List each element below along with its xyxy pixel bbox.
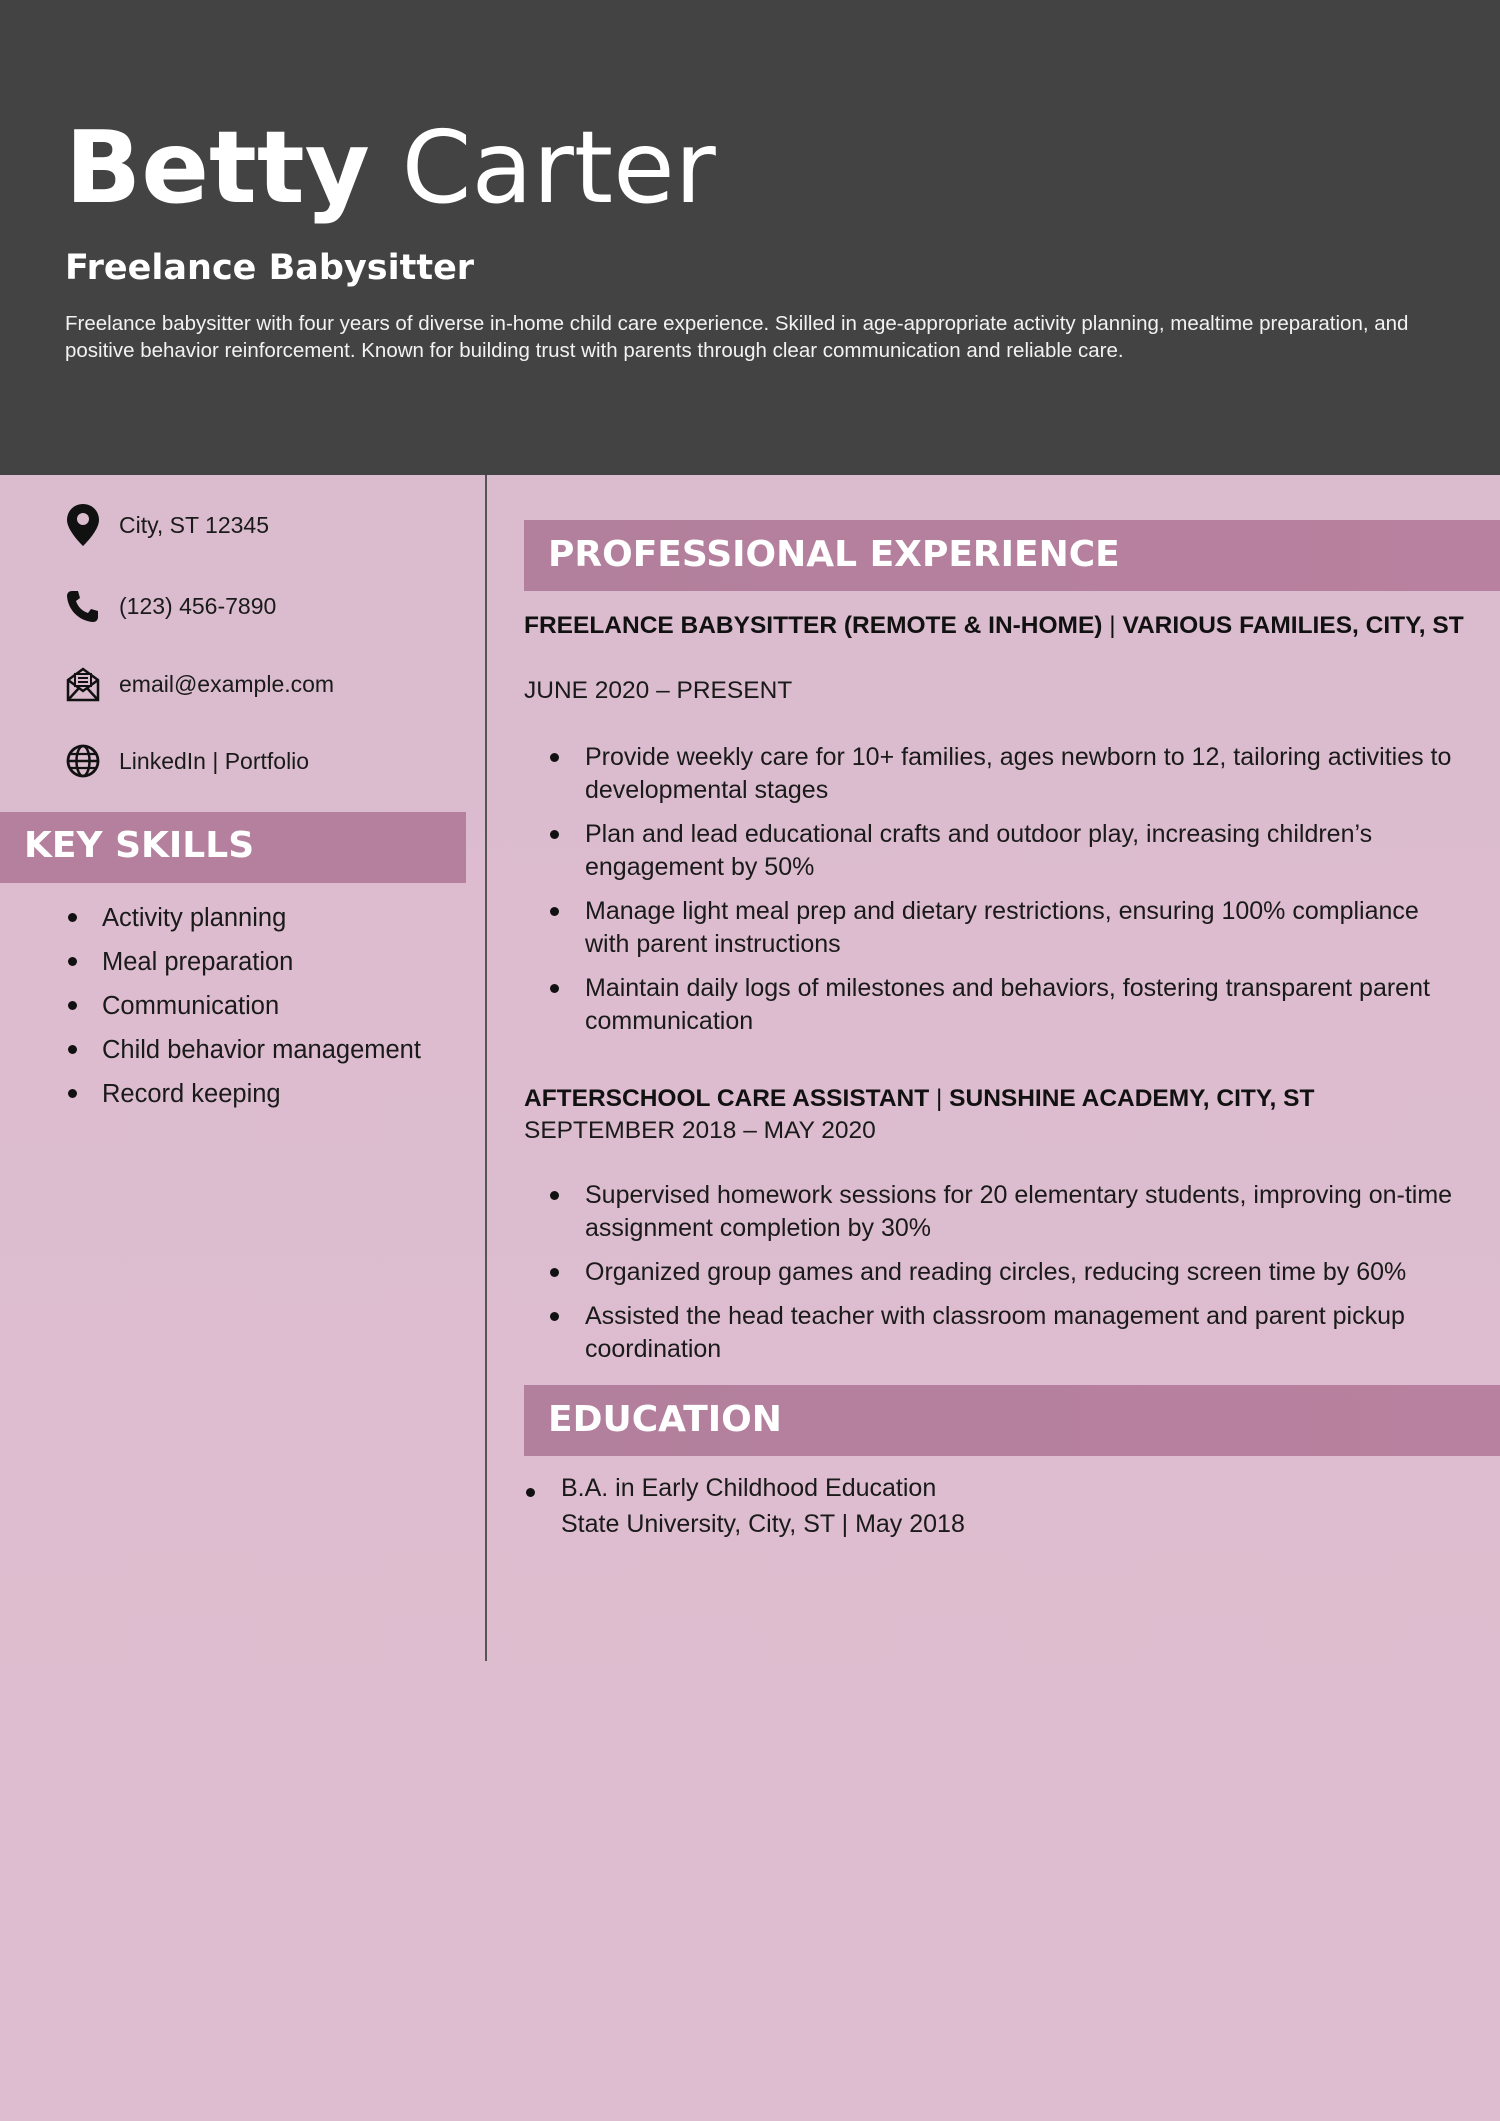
bullet-dot — [550, 753, 559, 762]
bullet-dot — [550, 830, 559, 839]
contact-location-text: City, ST 12345 — [119, 511, 270, 538]
bullet-dot — [68, 913, 77, 922]
key-skills-header — [0, 812, 466, 883]
job-bullet — [548, 741, 1458, 807]
experience-header — [524, 520, 1500, 591]
job-bullet — [548, 1179, 1458, 1245]
map-pin-icon — [65, 503, 101, 547]
bullet-dot — [68, 957, 77, 966]
skill-text: Child behavior management — [102, 1036, 421, 1064]
contact-links[interactable] — [65, 739, 309, 783]
first-name: Betty — [65, 109, 370, 226]
bullet-text: Assisted the head teacher with classroom management and parent pickup coordination — [585, 1302, 1405, 1363]
bullet-dot — [550, 1312, 559, 1321]
skills-list — [65, 896, 421, 1116]
skill-item — [65, 1072, 421, 1116]
job-bullet — [548, 1256, 1458, 1289]
job-heading — [524, 610, 1474, 642]
bullet-dot — [68, 1045, 77, 1054]
candidate-name — [65, 108, 716, 228]
bullet-dot — [550, 1191, 559, 1200]
bullet-dot — [526, 1488, 535, 1497]
experience-title: PROFESSIONAL EXPERIENCE — [548, 534, 1120, 575]
resume-header — [0, 0, 1500, 475]
skill-item — [65, 1028, 421, 1072]
contact-phone-text: (123) 456-7890 — [119, 592, 277, 619]
job-bullet — [548, 1300, 1458, 1366]
column-divider — [485, 475, 487, 1661]
skill-text: Meal preparation — [102, 948, 294, 976]
bullet-text: Supervised homework sessions for 20 elementary students, improving on-time assignment completion by 30% — [585, 1181, 1453, 1242]
bullet-text: Provide weekly care for 10+ families, ages newborn to 12, tailoring activities to developmental stages — [585, 743, 1452, 804]
bullet-text: Manage light meal prep and dietary restrictions, ensuring 100% compliance with parent instructions — [585, 897, 1419, 958]
job-title: Freelance Babysitter — [65, 248, 475, 288]
contact-location — [65, 503, 269, 547]
bullet-dot — [68, 1089, 77, 1098]
job-title-text: FREELANCE BABYSITTER (REMOTE & IN-HOME) — [524, 612, 1103, 639]
education-entry — [524, 1470, 965, 1542]
education-title: EDUCATION — [548, 1399, 782, 1440]
bullet-dot — [68, 1001, 77, 1010]
professional-summary: Freelance babysitter with four years of diverse in-home child care experience. Skilled in age-appropriate activity planning, mealtime preparation, and positive behavior reinforcement. Known for building trust with parents through clear communication and reliable care. — [65, 312, 1409, 362]
job-bullet — [548, 972, 1458, 1038]
key-skills-title: KEY SKILLS — [24, 825, 255, 866]
job-dates: JUNE 2020 – PRESENT — [524, 677, 793, 704]
job-bullets — [548, 741, 1458, 1049]
job-heading — [524, 1083, 1474, 1115]
skill-text: Record keeping — [102, 1080, 281, 1108]
job-title-text: AFTERSCHOOL CARE ASSISTANT — [524, 1085, 930, 1112]
skill-text: Communication — [102, 992, 280, 1020]
separator: | — [1102, 612, 1123, 639]
bullet-text: Organized group games and reading circles, reducing screen time by 60% — [585, 1258, 1407, 1286]
separator: | — [929, 1085, 950, 1112]
skill-item — [65, 984, 421, 1028]
job-bullet — [548, 818, 1458, 884]
phone-icon — [65, 584, 101, 628]
globe-icon — [65, 739, 101, 783]
job-bullets — [548, 1179, 1458, 1377]
contact-phone — [65, 584, 276, 628]
contact-email[interactable] — [65, 662, 334, 706]
envelope-icon — [65, 662, 101, 706]
degree-text: B.A. in Early Childhood Education — [561, 1474, 937, 1502]
bullet-dot — [550, 984, 559, 993]
bullet-text: Plan and lead educational crafts and outdoor play, increasing children’s engagement by 50% — [585, 820, 1373, 881]
contact-links-text[interactable]: LinkedIn | Portfolio — [119, 747, 310, 774]
bullet-dot — [550, 907, 559, 916]
contact-email-text[interactable]: email@example.com — [119, 670, 335, 697]
last-name: Carter — [401, 109, 716, 226]
skill-item — [65, 940, 421, 984]
skill-item — [65, 896, 421, 940]
job-employer-text: SUNSHINE ACADEMY, CITY, ST — [949, 1085, 1315, 1112]
bullet-text: Maintain daily logs of milestones and behaviors, fostering transparent parent communication — [585, 974, 1430, 1035]
bullet-dot — [550, 1268, 559, 1277]
job-employer-text: VARIOUS FAMILIES, CITY, ST — [1122, 612, 1464, 639]
education-header — [524, 1385, 1500, 1456]
job-bullet — [548, 895, 1458, 961]
job-dates: SEPTEMBER 2018 – MAY 2020 — [524, 1117, 876, 1144]
skill-text: Activity planning — [102, 904, 287, 932]
school-text: State University, City, ST | May 2018 — [561, 1510, 965, 1538]
